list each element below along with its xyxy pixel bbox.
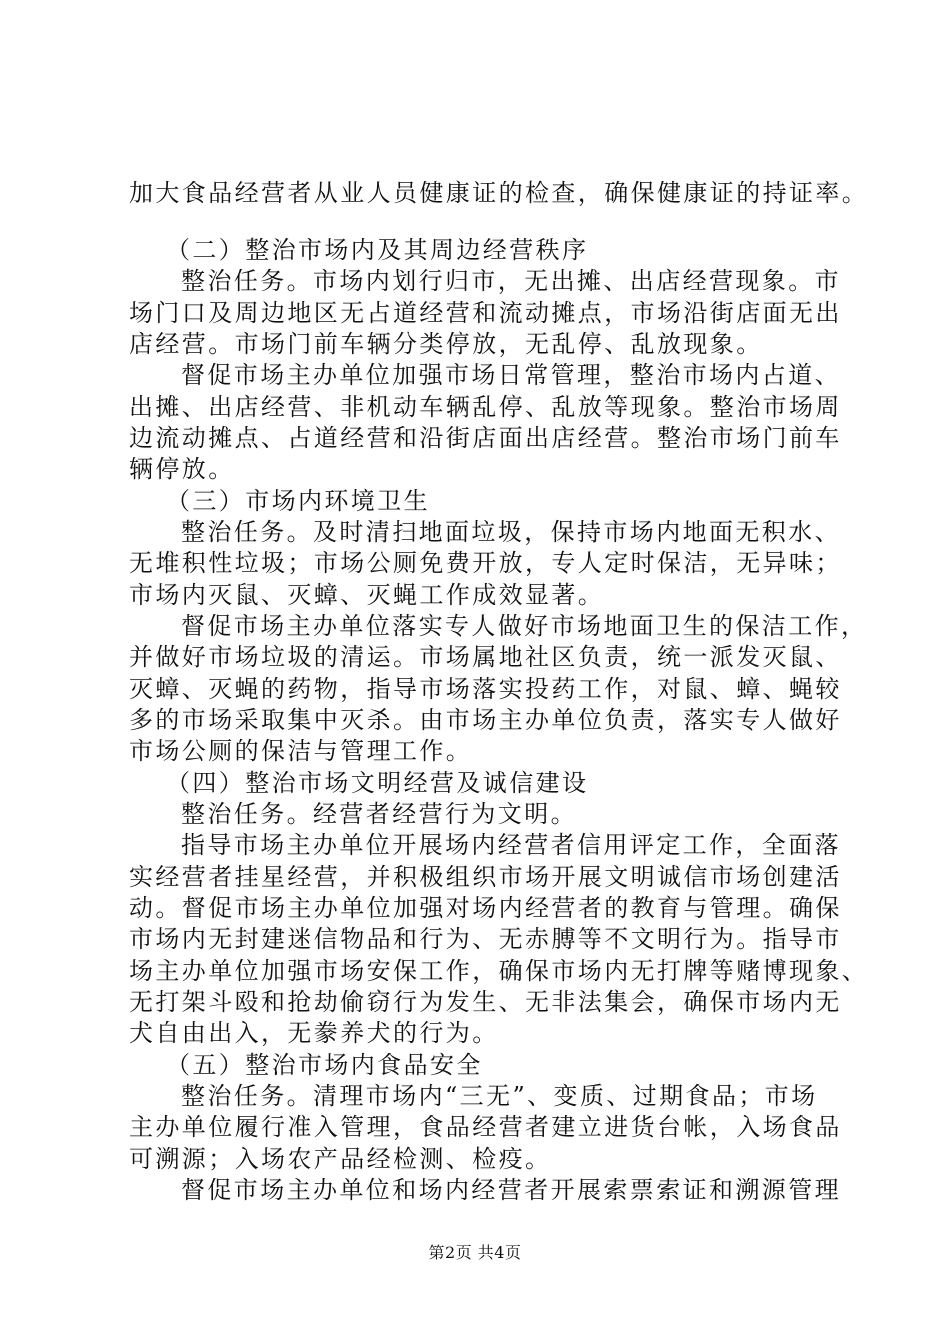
text-line: 场主办单位加强市场安保工作，确保市场内无打牌等赌博现象、 bbox=[129, 957, 869, 985]
text-line: 可溯源；入场农产品经检测、检疫。 bbox=[129, 1145, 552, 1173]
text-line: 整治任务。经营者经营行为文明。 bbox=[181, 800, 577, 828]
text-line: 辆停放。 bbox=[129, 455, 235, 483]
text-line: 整治任务。清理市场内“三无”、变质、过期食品；市场 bbox=[181, 1082, 818, 1110]
text-line: 督促市场主办单位和场内经营者开展索票索证和溯源管理 bbox=[181, 1176, 841, 1204]
text-line: 市场公厕的保洁与管理工作。 bbox=[129, 737, 473, 765]
text-line: 市场内无封建迷信物品和行为、无赤膊等不文明行为。指导市 bbox=[129, 925, 842, 953]
section-heading: （四）整治市场文明经营及诚信建设 bbox=[166, 769, 589, 797]
text-line: 店经营。市场门前车辆分类停放，无乱停、乱放现象。 bbox=[129, 330, 763, 358]
text-line: 无打架斗殴和抢劫偷窃行为发生、无非法集会，确保市场内无 bbox=[129, 988, 842, 1016]
text-line: 无堆积性垃圾；市场公厕免费开放，专人定时保洁，无异味； bbox=[129, 549, 842, 577]
text-line: 市场内灭鼠、灭蟑、灭蝇工作成效显著。 bbox=[129, 581, 605, 609]
section-heading: （五）整治市场内食品安全 bbox=[166, 1051, 483, 1079]
page-number-footer: 第2页 共4页 bbox=[428, 1243, 522, 1262]
text-line: 实经营者挂星经营，并积极组织市场开展文明诚信市场创建活 bbox=[129, 863, 842, 891]
text-line: 边流动摊点、占道经营和沿街店面出店经营。整治市场门前车 bbox=[129, 424, 842, 452]
section-heading: （三）市场内环境卫生 bbox=[166, 487, 430, 515]
text-line: 指导市场主办单位开展场内经营者信用评定工作，全面落 bbox=[181, 831, 841, 859]
text-line: 督促市场主办单位加强市场日常管理，整治市场内占道、 bbox=[181, 361, 841, 389]
text-line: 整治任务。市场内划行归市，无出摊、出店经营现象。市 bbox=[181, 267, 841, 295]
section-heading: （二）整治市场内及其周边经营秩序 bbox=[166, 236, 589, 264]
text-line: 多的市场采取集中灭杀。由市场主办单位负责，落实专人做好 bbox=[129, 706, 842, 734]
text-line: 主办单位履行准入管理，食品经营者建立进货台帐，入场食品 bbox=[129, 1113, 842, 1141]
text-line: 督促市场主办单位落实专人做好市场地面卫生的保洁工作， bbox=[181, 612, 868, 640]
text-line: 并做好市场垃圾的清运。市场属地社区负责，统一派发灭鼠、 bbox=[129, 643, 842, 671]
text-line: 整治任务。及时清扫地面垃圾，保持市场内地面无积水、 bbox=[181, 518, 841, 546]
text-line: 加大食品经营者从业人员健康证的检查，确保健康证的持证率。 bbox=[129, 179, 869, 207]
text-line: 动。督促市场主办单位加强对场内经营者的教育与管理。确保 bbox=[129, 894, 842, 922]
text-line: 场门口及周边地区无占道经营和流动摊点，市场沿街店面无出 bbox=[129, 299, 842, 327]
text-line: 出摊、出店经营、非机动车辆乱停、乱放等现象。整治市场周 bbox=[129, 393, 842, 421]
text-line: 犬自由出入，无豢养犬的行为。 bbox=[129, 1019, 499, 1047]
text-line: 灭蟑、灭蝇的药物，指导市场落实投药工作，对鼠、蟑、蝇较 bbox=[129, 675, 842, 703]
